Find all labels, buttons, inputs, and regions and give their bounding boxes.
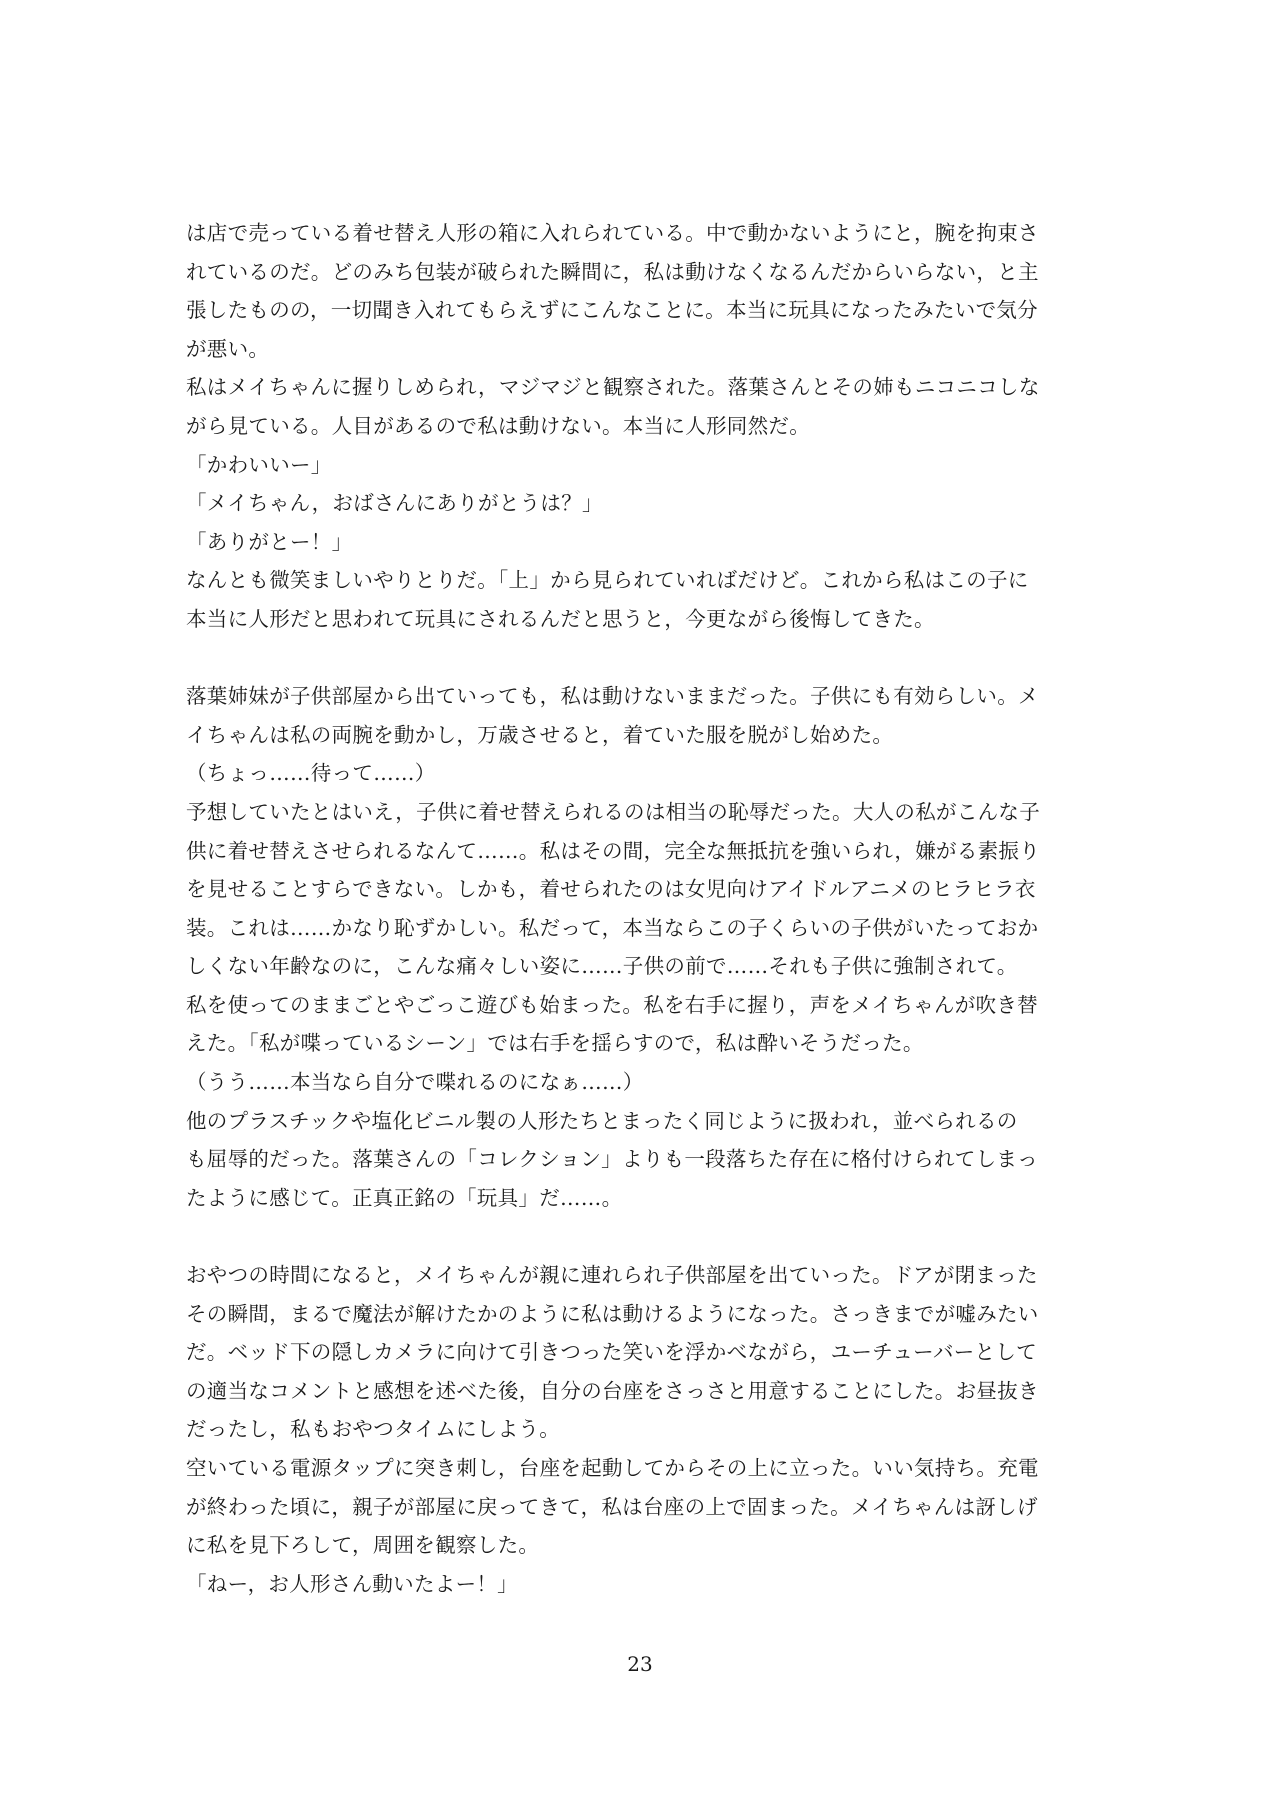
- text-line: 予想していたとはいえ，子供に着せ替えられるのは相当の恥辱だった。大人の私がこんな子: [186, 799, 1041, 824]
- text-line: がら見ている。人目があるので私は動けない。本当に人形同然だ。: [186, 413, 810, 438]
- text-line: は店で売っている着せ替え人形の箱に入れられている。中で動かないようにと，腕を拘束さ: [186, 221, 1039, 245]
- text-line: 私はメイちゃんに握りしめられ，マジマジと観察された。落葉さんとその姉もニコニコしな: [186, 375, 1040, 400]
- text-line: れているのだ。どのみち包装が破られた瞬間に，私は動けなくなるんだからいらない，と主: [186, 259, 1039, 284]
- text-line: 供に着せ替えさせられるなんて……。私はその間，完全な無抵抗を強いられ，嫌がる素振り: [186, 838, 1041, 863]
- text-line: イちゃんは私の両腕を動かし，万歳させると，着ていた服を脱がし始めた。: [186, 722, 894, 747]
- text-line: が悪い。: [186, 336, 270, 361]
- text-line: が終わった頃に，親子が部屋に戻ってきて，私は台座の上で固まった。メイちゃんは訝しげ: [186, 1494, 1038, 1519]
- text-line: 私を使ってのままごとやごっこ遊びも始まった。私を右手に握り，声をメイちゃんが吹き替: [186, 992, 1038, 1017]
- text-line: 張したものの，一切聞き入れてもらえずにこんなことに。本当に玩具になったみたいで気分: [186, 298, 1038, 323]
- paragraph-break: [186, 1217, 1096, 1256]
- text-line: だったし，私もおやつタイムにしよう。: [186, 1417, 560, 1442]
- text-line: 他のプラスチックや塩化ビニル製の人形たちとまったく同じように扱われ，並べられるの: [186, 1108, 1018, 1133]
- text-line: の適当なコメントと感想を述べた後，自分の台座をさっさと用意することにした。お昼抜き: [186, 1378, 1039, 1403]
- text-line: 「ねー，お人形さん動いたよー！」: [186, 1571, 518, 1596]
- paragraph-break: [186, 639, 1096, 678]
- text-line: 「かわいいー」: [186, 452, 332, 477]
- text-line: 空いている電源タップに突き刺し，台座を起動してからその上に立った。いい気持ち。充電: [186, 1456, 1039, 1480]
- text-line: に私を見下ろして，周囲を観察した。: [186, 1533, 540, 1558]
- text-line: 「ありがとー！」: [186, 529, 353, 554]
- text-line: たように感じて。正真正銘の「玩具」だ……。: [186, 1185, 623, 1210]
- text-line: なんとも微笑ましいやりとりだ。「上」から見られていればだけど。これから私はこの子に: [186, 568, 1029, 593]
- text-line: （ちょっ……待って……）: [186, 761, 436, 786]
- page-number: 23: [627, 1652, 653, 1676]
- body-text: [186, 214, 1096, 1603]
- text-line: 装。これは……かなり恥ずかしい。私だって，本当ならこの子くらいの子供がいたっておか: [186, 915, 1039, 940]
- text-line: おやつの時間になると，メイちゃんが親に連れられ子供部屋を出ていった。ドアが閉まった: [186, 1263, 1038, 1288]
- text-line: しくない年齢なのに，こんな痛々しい姿に……子供の前で……それも子供に強制されて。: [186, 954, 1018, 979]
- text-line: 「メイちゃん，おばさんにありがとうは？」: [186, 491, 603, 516]
- text-line: だ。ベッド下の隠しカメラに向けて引きつった笑いを浮かべながら，ユーチューバーとして: [186, 1340, 1037, 1365]
- text-line: 落葉姉妹が子供部屋から出ていっても，私は動けないままだった。子供にも有効らしい。メ: [186, 684, 1039, 709]
- text-line: も屈辱的だった。落葉さんの「コレクション」よりも一段落ちた存在に格付けられてしまっ: [186, 1147, 1038, 1172]
- text-line: その瞬間，まるで魔法が解けたかのように私は動けるようになった。さっきまでが嘘みたい: [186, 1301, 1039, 1326]
- text-line: を見せることすらできない。しかも，着せられたのは女児向けアイドルアニメのヒラヒラ衣: [186, 877, 1036, 902]
- text-line: えた。「私が喋っているシーン」では右手を揺らすので，私は酔いそうだった。: [186, 1031, 924, 1056]
- text-line: （うう……本当なら自分で喋れるのになぁ……）: [186, 1070, 644, 1095]
- text-line: 本当に人形だと思われて玩具にされるんだと思うと，今更ながら後悔してきた。: [186, 606, 935, 631]
